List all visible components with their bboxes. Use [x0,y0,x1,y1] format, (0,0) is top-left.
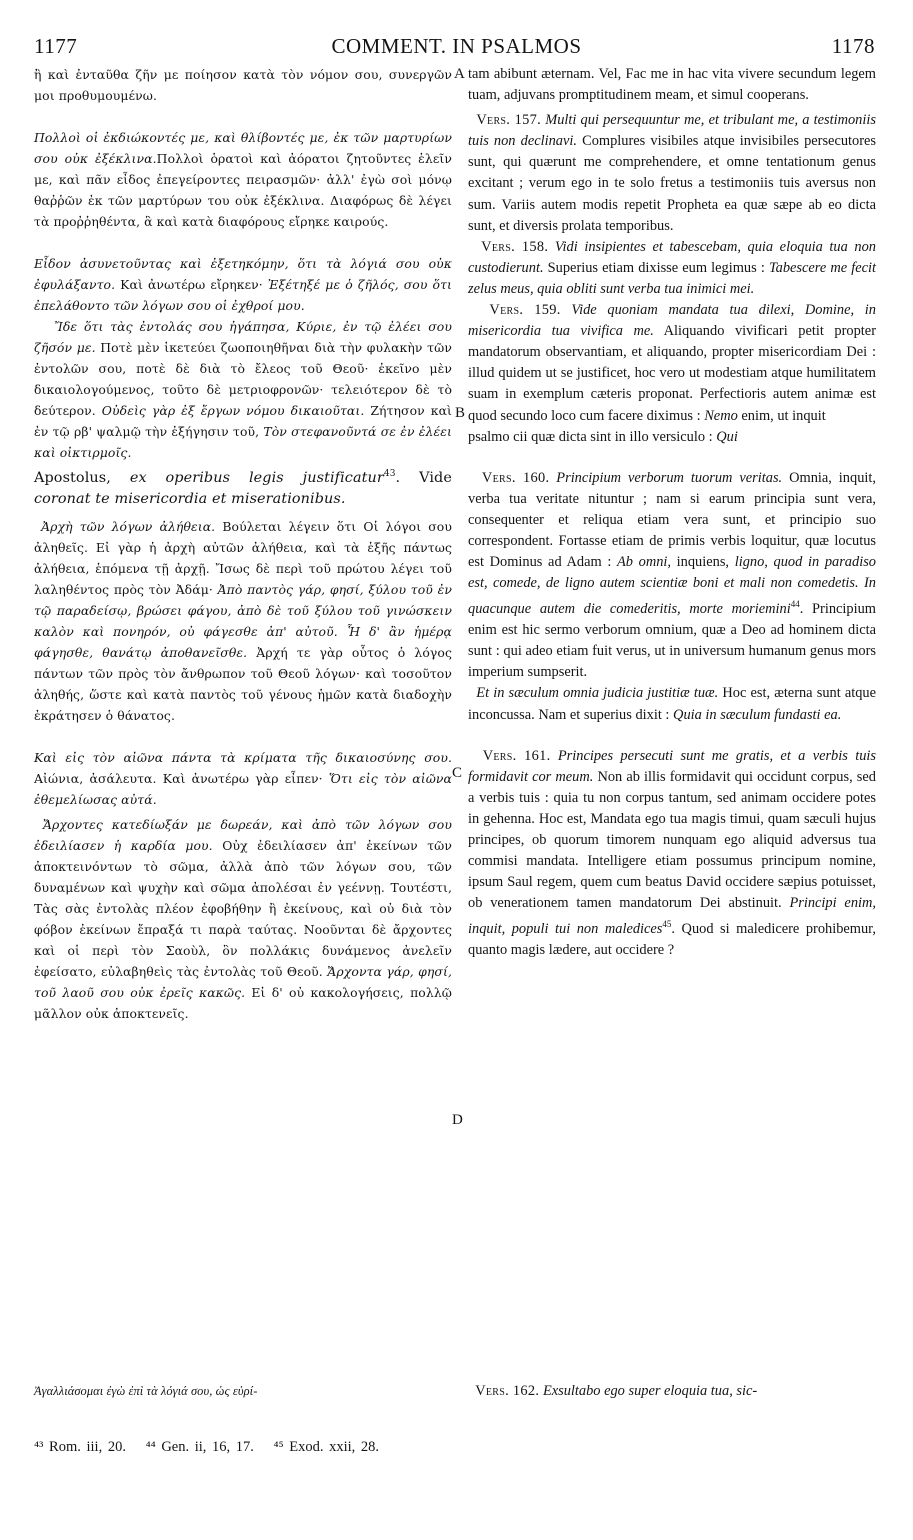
latin-quote: Ab omni, [616,554,672,571]
latin-quote: ligno, quod in paradiso est, comede, de ligno autem scientiæ boni et mali non comedetis. In quacunque autem die comederitis, morte moriemini [468,554,876,618]
latin-text: enim, ut inquit [741,407,826,424]
verse-label: Vers. 161. [482,747,551,764]
latin-quote: ex operibus legis justificatur [129,469,384,486]
greek-quote: Ἐξέτηξέ με ὁ ζῆλός, σου ὅτι ἐπελάθοντο τῶν λόγων σου οἱ ἐχθροί μου. [34,277,452,313]
greek-quote: Ὅτι εἰς τὸν αἰῶνα ἐθεμελίωσας αὐτά. [34,770,452,807]
latin-text: psalmo cii quæ dicta sint in illo versiculo : [468,428,713,445]
greek-paragraph [34,316,452,463]
latin-quote: Quia in sæculum fundasti ea. [673,706,842,723]
latin-lemma: Vide quoniam mandata tua dilexi, Domine, in misericordia tua vivifica me. [468,302,876,340]
greek-text: Οὐχ ἐδειλίασεν ἀπ' ἐκείνων τῶν ἀποκτεινόντων τὸ σῶμα, ἀλλὰ ἀπὸ τῶν λόγων σου, τῶν δυναμένων καὶ ψυχὴν καὶ σῶμα ἀπολέσαι ἐν γεέννῃ. Τουτέστι, Τὰς σὰς ἐντολὰς πλέον ἐφοβήθην ἢ ἐκείνους, καὶ οὐ διὰ τὸν φόβον ἐκείνων ἔπραξά τι παρὰ ταύτας. Νοοῦνται δὲ ἄρχοντες καὶ οἱ περὶ τὸν Σαοὺλ, ὃν πολλάκις δυνάμενος ἀνελεῖν ἐφείσατο, εὐλαβηθεὶς τὰς ἐντολὰς τοῦ Θεοῦ. [34,837,453,979]
latin-text: Non ab illis formidavit qui occidunt corpus, sed a verbis tuis : quia tu non corpus tantum, sed animam occidere potes in gehenna. Hoc est, Mandata ego tua magis timui, quam sæculi hujus principes, ob quorum timorem nunquam ego aliquid adversus tua commisi mandata. Intelligere etiam possumus principum nomine, ipsum Saul regem, quem cum beatus David occidere sæpius potuisset, ob venerationem tamen mandatorum Dei abstinuit. [468,768,876,912]
verse-label: Vers. 157. [476,112,542,129]
latin-quote: Nemo [704,407,738,424]
latin-text: Apostolus, [34,469,111,486]
greek-text: Ἀρχή τε γὰρ οὗτος ὁ λόγος πάντων τῶν πρὸς τὸν ἄνθρωπον τοῦ Θεοῦ λόγων· καὶ τοσοῦτον ἀληθής, ὥστε καὶ κατὰ παντὸς τοῦ γένους ἡμῶν κατὰ διαδοχὴν ἐκράτησεν ὁ θάνατος. [34,644,452,723]
latin-spill-line: coronat te misericordia et miserationibus. [34,490,346,507]
latin-quote: Principi enim, inquit, populi tui non maledices [468,895,877,938]
latin-paragraph [468,110,876,237]
greek-lemma: Ἀγαλλιάσομαι ἐγὼ ἐπὶ τὰ λόγιά σου, ὡς εὑρί- [34,1384,258,1398]
latin-text: Principium enim est hic sermo verborum omnium, quæ a Deo ad hominem dicta sunt : qui adeo etiam fuit verus, ut in universum humanum genus mors imperium sumpserit. [468,601,876,681]
latin-lemma: Multi qui persequuntur me, et tribulant me, a testimoniis tuis non declinavi. [468,112,876,150]
greek-paragraph [34,814,452,1024]
greek-quote: Οὐδεὶς γὰρ ἐξ ἔργων νόμου δικαιοῦται. [101,403,365,418]
page-header [0,34,913,64]
latin-text: Hoc est, æterna sunt atque inconcussa. Nam et superius dixit : [468,685,877,723]
latin-text: Aliquando vivificari petit propter mandatorum observantiam, et aliquando, propter misericordiam Dei : illud quidem ut se justificet, hoc vero ut modestiam atque humilitatem suam in exemplum cæteris proponat. Perfectioris autem animæ est quod secundo loco cum facere diximus : [468,323,876,424]
verse-label: Vers. 159. [489,302,561,319]
footnote: ⁴⁵ Exod. xxii, 28. [273,1439,380,1455]
latin-text: Vide [419,469,452,486]
greek-text: Αἰώνια, ἀσάλευτα. Καὶ ἀνωτέρω γὰρ εἶπεν· [34,770,323,786]
greek-paragraph [34,747,452,810]
latin-spill-line [468,427,876,448]
latin-lemma: Exsultabo ego super eloquia tua, sic- [542,1383,758,1399]
section-marker-d: D [452,1112,463,1128]
latin-paragraph [468,1381,876,1402]
greek-text: Πολλοὶ ὁρατοὶ καὶ ἀόρατοι ζητοῦντες ἑλεῖν με, καὶ πᾶν εἶδος ἐπεγείροντες πειρασμῶν· ἀλλ' ἐγὼ σοὶ μόνῳ θαῤῥῶν ἐκ τῶν μαρτύρων του οὐκ ἐξέκλινα. Διαφόρως δὲ λέγει τὰ προῤῥηθέντα, ἃ καὶ κατὰ διαφόρους εἴρηκε καιρούς. [34,151,452,229]
latin-quote: Qui [716,428,738,445]
latin-lemma: Principium verborum tuorum veritas. [556,469,783,486]
greek-text: Καὶ ἀνωτέρω εἴρηκεν· [120,277,263,292]
latin-paragraph [468,300,876,427]
greek-quote: Τὸν στεφανοῦντά σε ἐν ἐλέει καὶ οἰκτιρμοῖς. [34,424,452,460]
latin-paragraph [468,237,876,300]
verse-label: Vers. 162. [475,1383,540,1399]
latin-text: Complures visibiles atque invisibiles persecutores sunt, qui quærunt me comprehendere, et omne tentationum genus excitant ; verum ego in te solo fretus a testimoniis tuis aversus non sum. Variis autem modis repetit Propheta ea quæ sæpe ab eo dicta sunt, et diversis prolata temporibus. [468,133,877,234]
greek-lemma: Ἴδε ὅτι τὰς ἐντολάς σου ἠγάπησα, Κύριε, ἐν τῷ ἐλέει σου ζῆσόν με. [34,319,452,355]
footnotes [34,1439,393,1456]
latin-lemma: Vidi insipientes et tabescebam, quia eloquia tua non custodierunt. [468,238,876,276]
latin-paragraph [468,683,876,725]
section-marker-b: B [455,405,466,421]
greek-lemma: Ἄρχοντες κατεδίωξάν με δωρεάν, καὶ ἀπὸ τῶν λόγων σου ἐδειλίασεν ἡ καρδία μου. [34,816,453,853]
greek-column [34,64,452,1024]
footnote: ⁴³ Rom. iii, 20. [34,1439,126,1455]
greek-lemma: Πολλοὶ οἱ ἐκδιώκοντές με, καὶ θλίβοντές με, ἐκ τῶν μαρτυρίων σου οὐκ ἐξέκλινα. [34,130,452,166]
latin-column [468,64,876,961]
latin-paragraph: Vers. 161. Principes persecuti sunt me gratis, et a verbis tuis formidavit cor meum. Non ab illis formidavit qui occidunt corpus, sed a verbis tuis : quia tu non corpus tantum, sed animam occidere potes in gehenna. Hoc est, Mandata ego tua magis timui, quam sæculi hujus principes, ob quorum timorem nunquam ego aliquid adversus tua commisi mandata. Intelligere etiam possumus principum nomine, ipsum Saul regem, quem cum beatus David occidere sæpius potuisset, ob venerationem tamen mandatorum Dei abstinuit. Principi enim, inquit, populi tui non maledices$^{45}$. Quod si maledicere prohibemur, quanto magis lædere, aut occidere ? [468,747,877,959]
greek-text: Ποτὲ μὲν ἱκετεύει ζωοποιηθῆναι διὰ τὴν φυλακὴν τῶν ἐντολῶν σου, ποτὲ δὲ διὰ τὸ ἔλεος τοῦ Θεοῦ· ἐκεῖνο μὲν δικαιολογούμενος, τοῦτο δὲ μετριοφρονῶν· τελειότερον δὲ τὸ δεύτερον. [34,340,452,418]
latin-text: Superius etiam dixisse eum legimus : [547,259,765,276]
latin-paragraph: tam abibunt æternam. Vel, Fac me in hac vita vivere secundum legem tuam, adjuvans promptitudinem meam, et simul cooperans. [468,66,876,104]
greek-quote: Ἄρχοντα γάρ, φησί, τοῦ λαοῦ σου οὐκ ἐρεῖς κακῶς. [34,963,452,1000]
verse-label: Vers. 158. [481,238,549,255]
latin-text: inquiens, [676,554,730,571]
section-marker-a: A [454,66,465,82]
greek-text: Βούλεται λέγειν ὅτι Οἱ λόγοι σου ἀληθεῖς. Εἰ γὰρ ἡ ἀρχὴ αὐτῶν ἀλήθεια, καὶ τὰ ἑξῆς πάντως ἀλήθεια, ἑπόμενα τῇ ἀρχῇ. Ἴσως δὲ περὶ τοῦ πρώτου λέγει τοῦ λαληθέντος πρὸς τὸν Ἀδάμ· [34,518,452,597]
footnote-ref: 43 [383,469,396,479]
greek-lemma: Εἶδον ἀσυνετοῦντας καὶ ἐξετηκόμην, ὅτι τὰ λόγιά σου οὐκ ἐφυλάξαντο. [34,256,452,292]
latin-lemma: Et in sæculum omnia judicia justitiæ tuæ. [476,685,719,702]
left-page-number: 1177 [34,34,78,58]
greek-paragraph [34,253,452,316]
latin-quote: Tabescere me fecit zelus meus, quia obliti sunt verba tua inimici mei. [468,259,876,297]
footnote-ref: 45 [662,919,672,930]
latin-paragraph: Vers. 160. Principium verborum tuorum veritas. Omnia, inquit, verba tua veritate nituntur ; nam si earum principia sunt vera, consequenter et reliqua etiam vera sunt, et principio suo correspondent. Fortasse etiam de primis verbis loquitur, quæ locutus est Dominus ad Adam : Ab omni, inquiens, ligno, quod in paradiso est, comede, de ligno autem scientiæ boni et mali non comedetis. In quacunque autem die comederitis, morte moriemini$^{44}$. Principium enim est hic sermo verborum omnium, quæ a Deo ad hominem dicta sunt : qui adeo etiam fuit verus, ut in universum humanum genus mors imperium sumpserit. [468,469,876,681]
footnote: ⁴⁴ Gen. ii, 16, 17. [145,1439,254,1455]
latin-spill-line: Apostolus, ex operibus legis justificatur$^{43}$. Vide [34,469,452,486]
greek-paragraph [34,516,452,726]
greek-paragraph: ἢ καὶ ἐνταῦθα ζῆν με ποίησον κατὰ τὸν νόμον σου, συνεργῶν μοι προθυμουμένω. [34,67,452,103]
latin-text: Omnia, inquit, verba tua veritate nituntur ; nam si earum principia sunt vera, consequenter et reliqua etiam vera sunt, et principio suo correspondent. Fortasse etiam de primis verbis loquitur, quæ locutus est Dominus ad Adam : [468,469,876,571]
greek-lemma: Ἀρχὴ τῶν λόγων ἀλήθεια. [41,518,216,534]
running-title: COMMENT. IN PSALMOS [331,34,582,58]
greek-quote: Ἀπὸ παντὸς γάρ, φησί, ξύλου τοῦ ἐν τῷ παραδείσῳ, βρώσει φάγου, ἀπὸ δὲ τοῦ ξύλου τοῦ γινώσκειν καλὸν καὶ πονηρόν, οὐ φάγεσθε ἀπ' αὐτοῦ. Ἧ δ' ἂν ἡμέρᾳ φάγησθε, θανάτῳ ἀποθανεῖσθε. [34,581,452,660]
greek-paragraph [34,127,452,232]
greek-lemma: Καὶ εἰς τὸν αἰῶνα πάντα τὰ κρίματα τῆς δικαιοσύνης σου. [34,749,452,765]
footnote-ref: 44 [790,599,800,610]
right-page-number: 1178 [831,34,875,58]
section-marker-c: C [452,765,463,781]
greek-text: Εἰ δ' οὐ κακολογήσεις, πολλῷ μᾶλλον οὐκ ἀποκτενεῖς. [34,984,452,1021]
verse-label: Vers. 160. [481,469,550,486]
latin-lemma: Principes persecuti sunt me gratis, et a verbis tuis formidavit cor meum. [468,747,876,785]
latin-text: Quod si maledicere prohibemur, quanto magis lædere, aut occidere ? [468,921,876,959]
greek-text: Ζήτησον καὶ ἐν τῷ ρβ' ψαλμῷ τὴν ἐξήγησιν τοῦ, [34,403,453,439]
